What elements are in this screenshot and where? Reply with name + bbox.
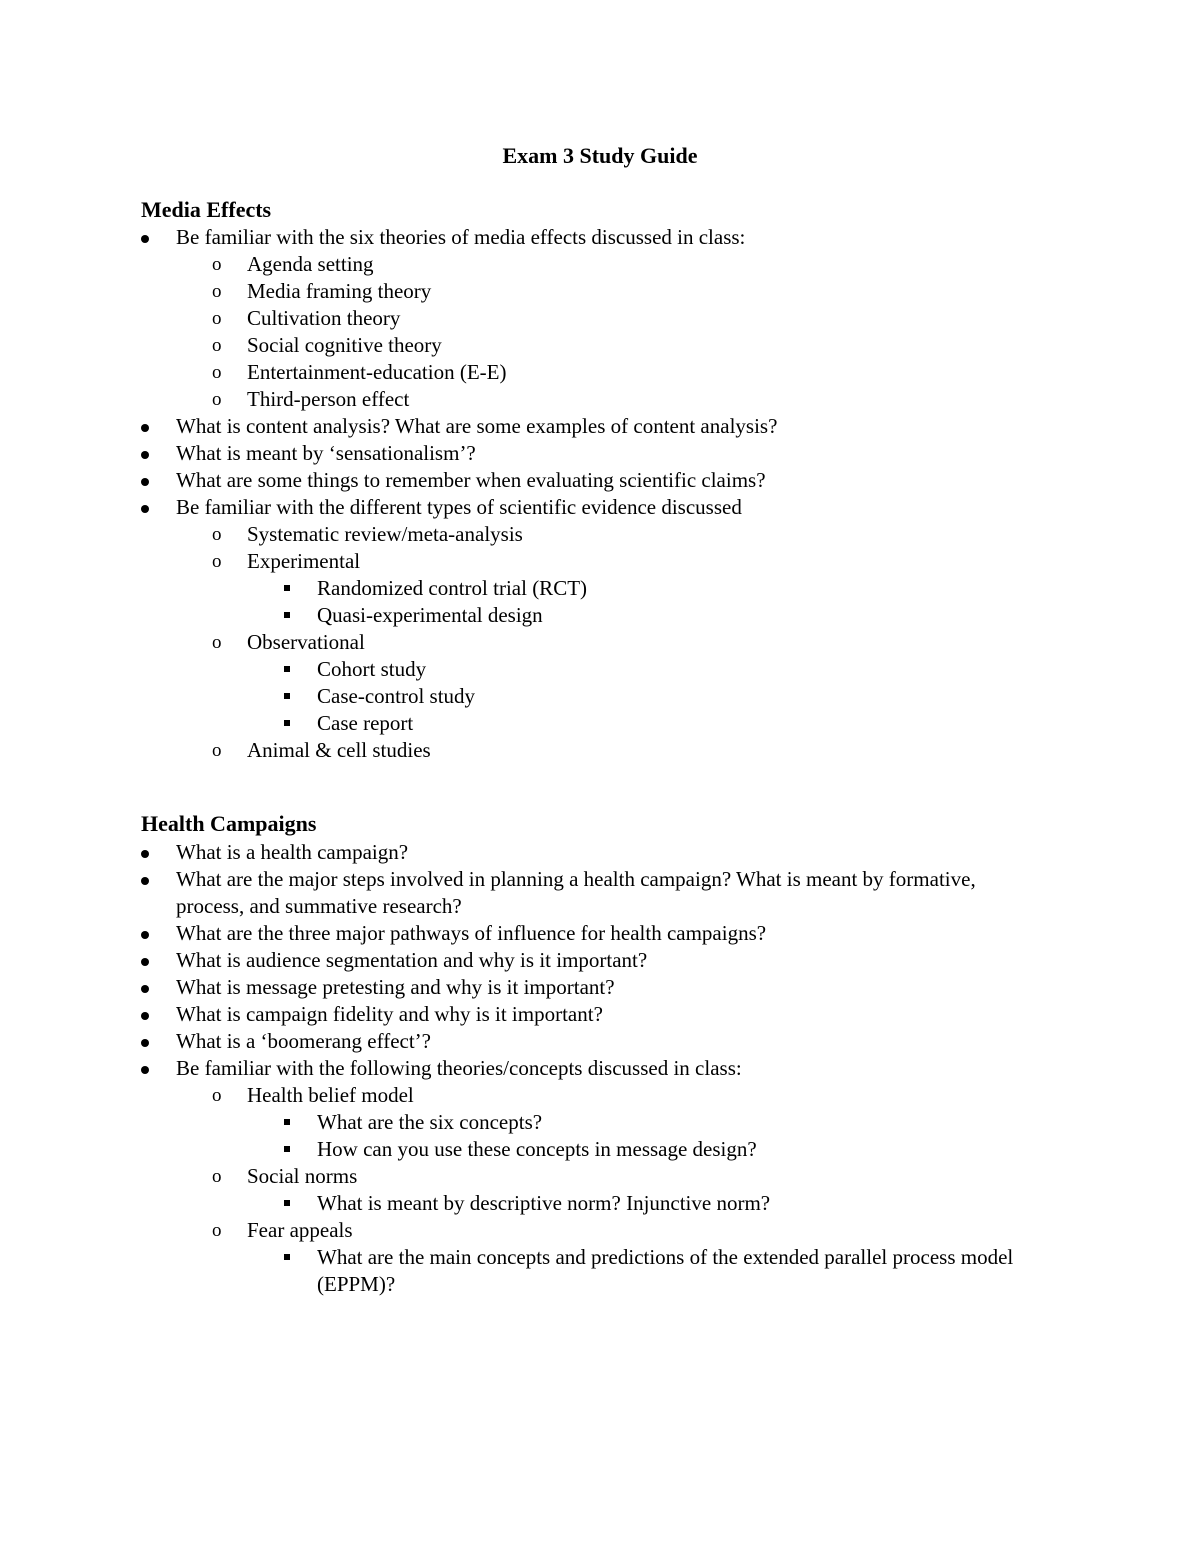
hollow-bullet-icon: o (212, 740, 222, 761)
list-item: o Animal & cell studies (212, 738, 431, 762)
hollow-bullet-icon: o (212, 551, 222, 572)
list-item: o Observational (212, 630, 365, 654)
list-item: Case-control study (317, 684, 476, 708)
list-item: o Social norms (212, 1164, 358, 1188)
list-item: What are the major steps involved in planning a health campaign? What is meant by formative, process, and summative research? (176, 867, 976, 918)
section-heading-media-effects: Media Effects (141, 197, 272, 222)
section-heading-health-campaigns: Health Campaigns (141, 811, 317, 836)
media-effects-list (0, 224, 1200, 764)
document-title: Exam 3 Study Guide (502, 143, 698, 168)
list-item: o Social cognitive theory (212, 333, 442, 357)
list-item: o Health belief model (212, 1083, 414, 1107)
list-item: Randomized control trial (RCT) (317, 576, 588, 600)
list-item: o Agenda setting (212, 252, 374, 276)
list-item: Cohort study (317, 657, 427, 681)
hollow-bullet-icon: o (212, 281, 222, 302)
list-item: Quasi-experimental design (317, 603, 543, 627)
list-item: What is audience segmentation and why is it important? (176, 948, 648, 972)
list-item: What is content analysis? What are some examples of content analysis? (176, 414, 778, 438)
list-item: Be familiar with the different types of scientific evidence discussed (176, 495, 742, 519)
list-item: o Entertainment-education (E-E) (212, 360, 507, 384)
list-item: What is campaign fidelity and why is it important? (176, 1002, 603, 1026)
hollow-bullet-icon: o (212, 308, 222, 329)
list-item: Be familiar with the six theories of media effects discussed in class: (176, 225, 746, 249)
list-item: Case report (317, 711, 414, 735)
hollow-bullet-icon: o (212, 632, 222, 653)
hollow-bullet-icon: o (212, 1166, 222, 1187)
list-item: o Cultivation theory (212, 306, 401, 330)
hollow-bullet-icon: o (212, 335, 222, 356)
hollow-bullet-icon: o (212, 1085, 222, 1106)
list-item: What is meant by ‘sensationalism’? (176, 441, 476, 465)
health-campaigns-list (0, 839, 1200, 1298)
list-item: What is meant by descriptive norm? Injunctive norm? (317, 1191, 771, 1215)
list-item: What are some things to remember when evaluating scientific claims? (176, 468, 766, 492)
list-item: o Third-person effect (212, 387, 410, 411)
hollow-bullet-icon: o (212, 254, 222, 275)
list-item: o Systematic review/meta-analysis (212, 522, 523, 546)
hollow-bullet-icon: o (212, 362, 222, 383)
list-item: What is a ‘boomerang effect’? (176, 1029, 431, 1053)
list-item: What is a health campaign? (176, 840, 409, 864)
hollow-bullet-icon: o (212, 1220, 222, 1241)
hollow-bullet-icon: o (212, 524, 222, 545)
list-item: o Media framing theory (212, 279, 432, 303)
list-item: Be familiar with the following theories/concepts discussed in class: (176, 1056, 742, 1080)
list-item: What are the six concepts? (317, 1110, 543, 1134)
list-item: What are the three major pathways of influence for health campaigns? (176, 921, 767, 945)
list-item: o Experimental (212, 549, 361, 573)
hollow-bullet-icon: o (212, 389, 222, 410)
list-item: What is message pretesting and why is it important? (176, 975, 615, 999)
list-item: What are the main concepts and predictions of the extended parallel process model (EPPM)? (317, 1245, 1014, 1296)
list-item: o Fear appeals (212, 1218, 353, 1242)
list-item: How can you use these concepts in message design? (317, 1137, 757, 1161)
